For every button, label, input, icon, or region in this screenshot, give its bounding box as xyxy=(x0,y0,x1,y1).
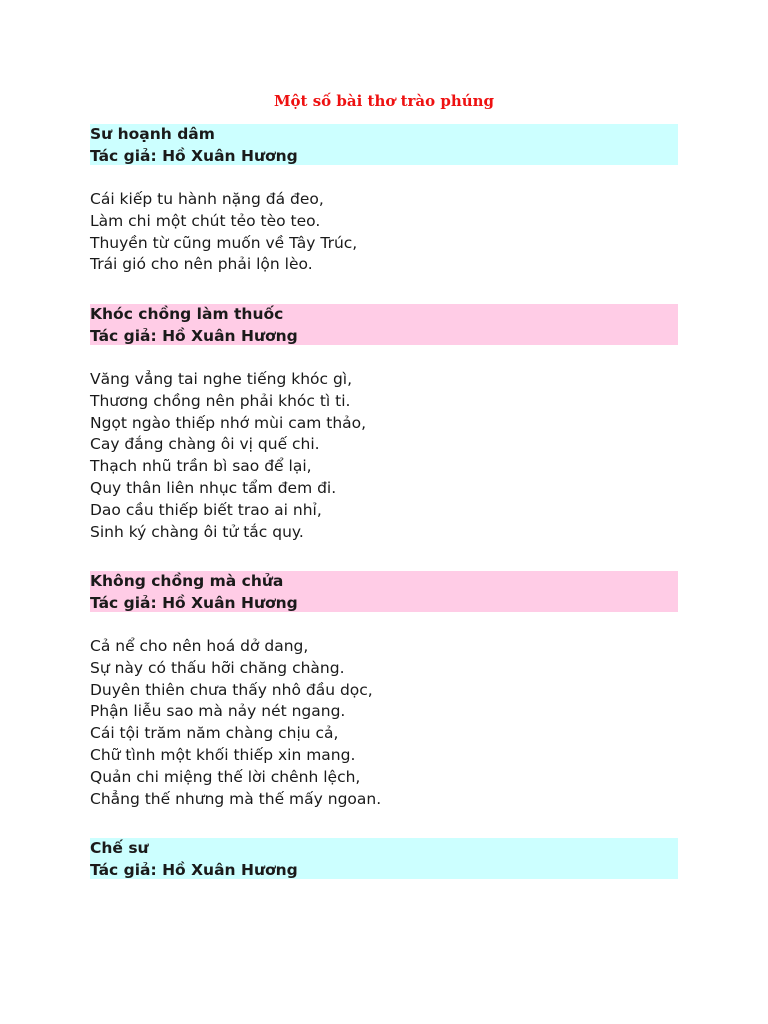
poem-line: Thương chồng nên phải khóc tì ti. xyxy=(90,391,351,410)
poem-line: Duyên thiên chưa thấy nhô đầu dọc, xyxy=(90,680,373,699)
poem-line: Chữ tình một khối thiếp xin mang. xyxy=(90,745,356,764)
poem-author: Tác giả: Hồ Xuân Hương xyxy=(90,326,298,345)
poem-line: Thuyền từ cũng muốn về Tây Trúc, xyxy=(90,233,358,252)
poem-header xyxy=(90,304,678,345)
poem-line: Quy thân liên nhục tẩm đem đi. xyxy=(90,478,337,497)
poem-line: Văng vẳng tai nghe tiếng khóc gì, xyxy=(90,370,353,388)
poem-body xyxy=(90,369,678,543)
poem-section xyxy=(90,571,678,810)
page-title: Một số bài thơ trào phúng xyxy=(273,92,495,110)
poem-line: Làm chi một chút tẻo tèo teo. xyxy=(90,211,321,230)
poem-line: Cái kiếp tu hành nặng đá đeo, xyxy=(90,190,324,208)
poem-line: Cả nể cho nên hoá dở dang, xyxy=(90,637,309,655)
poem-header xyxy=(90,124,678,165)
poem-line: Chẳng thế nhưng mà thế mấy ngoan. xyxy=(90,789,382,808)
poem-author: Tác giả: Hồ Xuân Hương xyxy=(90,146,298,165)
poem-line: Quản chi miệng thế lời chênh lệch, xyxy=(90,767,361,786)
poem-section xyxy=(90,124,678,276)
poem-section xyxy=(90,838,678,879)
poem-line: Thạch nhũ trần bì sao để lại, xyxy=(90,457,312,476)
poem-line: Cay đắng chàng ôi vị quế chi. xyxy=(90,435,320,454)
poem-section xyxy=(90,304,678,543)
poem-title: Sư hoạnh dâm xyxy=(90,125,215,143)
poem-line: Phận liễu sao mà nảy nét ngang. xyxy=(90,702,346,721)
poem-header xyxy=(90,571,678,612)
poem-line: Dao cầu thiếp biết trao ai nhỉ, xyxy=(90,500,322,519)
poem-title: Chế sư xyxy=(90,839,149,857)
poem-line: Ngọt ngào thiếp nhớ mùi cam thảo, xyxy=(90,413,367,432)
poem-header xyxy=(90,838,678,879)
poem-line: Cái tội trăm năm chàng chịu cả, xyxy=(90,724,339,743)
poem-body xyxy=(90,189,678,276)
poem-author: Tác giả: Hồ Xuân Hương xyxy=(90,860,298,879)
poem-line: Sinh ký chàng ôi tử tắc quy. xyxy=(90,522,304,541)
poem-body xyxy=(90,636,678,810)
poem-author: Tác giả: Hồ Xuân Hương xyxy=(90,593,298,612)
poem-line: Sự này có thấu hỡi chăng chàng. xyxy=(90,658,345,677)
poem-line: Trái gió cho nên phải lộn lèo. xyxy=(90,255,313,274)
poem-title: Khóc chồng làm thuốc xyxy=(90,305,284,323)
poem-title: Không chồng mà chửa xyxy=(90,572,284,590)
